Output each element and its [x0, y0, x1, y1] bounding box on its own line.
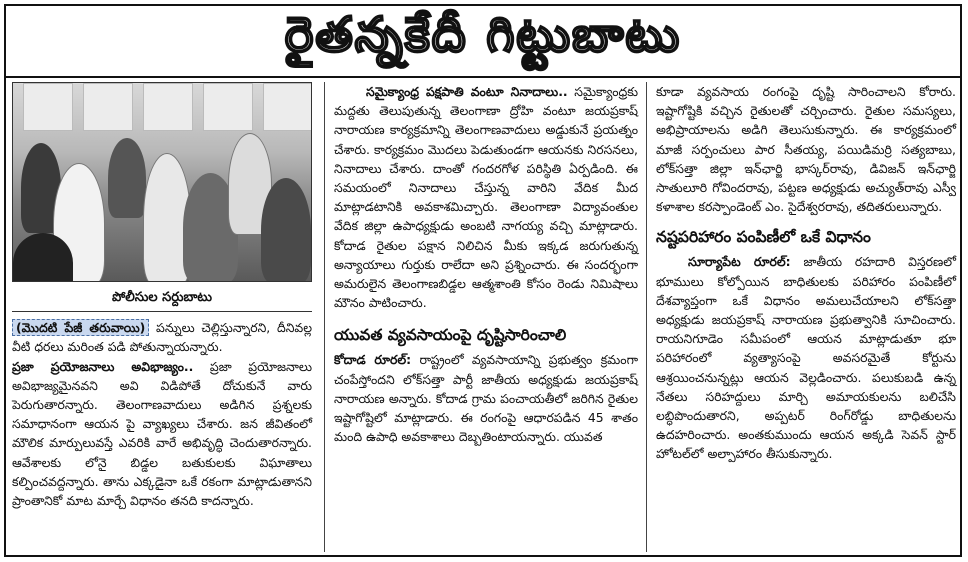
col1-paragraph-1: (మొదటి పేజీ తరువాయి) పన్నులు చెల్లిస్తున్నారని, దీనివల్ల వీటి ధరలు మరింత పడి పోతున్నాయన్నారు.	[12, 320, 312, 355]
column-2	[334, 82, 638, 446]
crowd-photo	[12, 82, 312, 282]
continuation-label: (మొదటి పేజీ తరువాయి)	[12, 319, 149, 336]
col3-subheading: నష్టపరిహారం పంపిణీలో ఒకే విధానం	[656, 228, 871, 247]
photo-caption: పోలీసుల సర్దుబాటు	[112, 290, 212, 305]
column-divider-1	[324, 82, 325, 552]
col2-paragraph-1: సమైక్యాంధ్ర పక్షపాతి వంటూ నినాదాలు.. సమైక్యాంధ్రకు మద్దతు తెలుపుతున్న తెలంగాణా ద్రోహి వంటూ జయప్రకాష్ నారాయణ కార్యక్రమాన్ని తెలంగాణవాదులు అడ్డుకునే ప్రయత్నం చేశారు. కార్యక్రమం మొదలు పెడుతుండగా ఆయనకు నిరసనలు, నినాదాలు చేశారు. దాంతో గందరగోళ పరిస్థితి ఏర్పడింది. ఈ సమయంలో నినాదాలు చేస్తున్న వారిని వేదిక మీద మాట్లాడటానికి అవకాశమిచ్చారు. తెలంగాణా విద్యావంతుల వేదిక జిల్లా ఉపాధ్యక్షుడు అంబటి నాగయ్య వచ్చి మాట్లాడారు. కోదాడ రైతుల పక్షాన నిలిచిన మీకు ఇక్కడ జరుగుతున్న అన్యాయాలు గుర్తుకు రాలేదా అని ప్రశ్నించారు. ఈ సందర్భంగా అమరులైన తెలంగాణబిడ్డల ఆత్మశాంతి కోసం రెండు నిమిషాలు మౌనం పాటించారు.	[334, 84, 638, 311]
caption-divider	[12, 311, 312, 312]
newspaper-clipping	[4, 4, 962, 557]
col3-dateline: సూర్యాపేట రూరల్:	[688, 254, 791, 270]
col1-lead: ప్రజా ప్రయోజనాలు అవిభాజ్యం..	[12, 358, 194, 374]
col1-paragraph-2: ప్రజా ప్రయోజనాలు అవిభాజ్యం.. ప్రజా ప్రయోజనాలు అవిభాజ్యమైనవని అవి విడిపోతే దోచుకునే వారు పెరుగుతారన్నారు. తెలంగాణవాదులు అడిగిన ప్రశ్నలకు సమాధానంగా ఆయన పై వ్యాఖ్యలు చేశారు. జన జీవితంలో మౌలిక మార్పులువస్తే ఎవరికి వారే అభివృద్ధి చెందుతారన్నారు. ఆవేశాలకు లోనై బిడ్డల బతుకులకు విఘాతాలు కల్పించవద్దన్నారు. తాను ఎక్కడైనా ఒకే రకంగా మాట్లాడుతానని ప్రాంతానికో మాట మార్చే విధానం తనది కాదన్నారు.	[12, 358, 312, 509]
col2-dateline: కోదాడ రూరల్:	[334, 352, 412, 368]
col2-paragraph-2: కోదాడ రూరల్: రాష్ట్రంలో వ్యవసాయాన్ని ప్రభుత్వం క్రమంగా చంపేస్తోందని లోక్‌సత్తా పార్టీ జాతీయ అధ్యక్షుడు జయప్రకాష్ నారాయణ అన్నారు. కోదాడ గ్రామ పంచాయతీలో జరిగిన రైతుల ఇష్టాగోష్టిలో మాట్లాడారు. ఈ రంగంపై ఆధారపడిన 45 శాతం మంది ఉపాధి అవకాశాలు దెబ్బతింటాయన్నారు. యువత	[334, 352, 638, 445]
col2-subheading: యువత వ్యవసాయంపై దృష్టిసారించాలి	[334, 326, 567, 345]
col3-paragraph-2: సూర్యాపేట రూరల్: జాతీయ రహదారి విస్తరణలో భూములు కోల్పోయిన బాధితులకు పరిహారం పంపిణీలో దేశవ్యాప్తంగా ఒకే విధానం అమలుచేయాలని లోక్‌సత్తా అధ్యక్షుడు జయప్రకాష్ నారాయణ ప్రభుత్వానికి సూచించారు. రాయనిగూడెం సమీపంలో ఆయన మాట్లాడుతూ భూ పరిహారంలో వ్యత్యాసంపై అవసరమైతే కోర్టును ఆశ్రయించనున్నట్లు ఆయన వెల్లడించారు. పలుకుబడి ఉన్న నేతలు సరిహద్దులు మార్చి అమాయకులను బలిచేసి లబ్ధిపొందుతారని, అప్పటర్ రింగ్‌రోడ్డు బాధితులను ఉదహరించారు. అంతకుముందు ఆయన అక్కడి సెవన్ స్టార్ హోటల్‌లో అల్పాహారం తీసుకున్నారు.	[656, 254, 956, 462]
column-divider-2	[646, 82, 647, 552]
headline: రైతన్నకేదీ గిట్టుబాటు	[284, 7, 682, 63]
col3-paragraph-1: కూడా వ్యవసాయ రంగంపై దృష్టి సారించాలని కోరారు. ఇష్టాగోష్టికి వచ్చిన రైతులతో చర్చించారు. రైతుల సమస్యలు, అభిప్రాయాలను అడిగి తెలుసుకున్నారు. ఈ కార్యక్రమంలో మాజీ సర్పంచులు పార సీతయ్య, పయిడిమర్రి సత్యబాబు, లోక్‌సత్తా జిల్లా ఇన్‌ఛార్జి భాస్కర్‌రావు, డివిజన్ ఇన్‌ఛార్జి సాతులూరి గోవిందరావు, పట్టణ అధ్యక్షుడు అచ్యుత్‌రావు ఎస్వీ కళాశాల కరస్పాండెంట్ ఎం. సైదేశ్వరరావు, తదితరులున్నారు.	[656, 84, 956, 215]
column-3	[656, 82, 956, 464]
col2-lead: సమైక్యాంధ్ర పక్షపాతి వంటూ నినాదాలు..	[366, 84, 568, 99]
headline-banner	[6, 6, 960, 78]
column-1	[12, 82, 312, 510]
